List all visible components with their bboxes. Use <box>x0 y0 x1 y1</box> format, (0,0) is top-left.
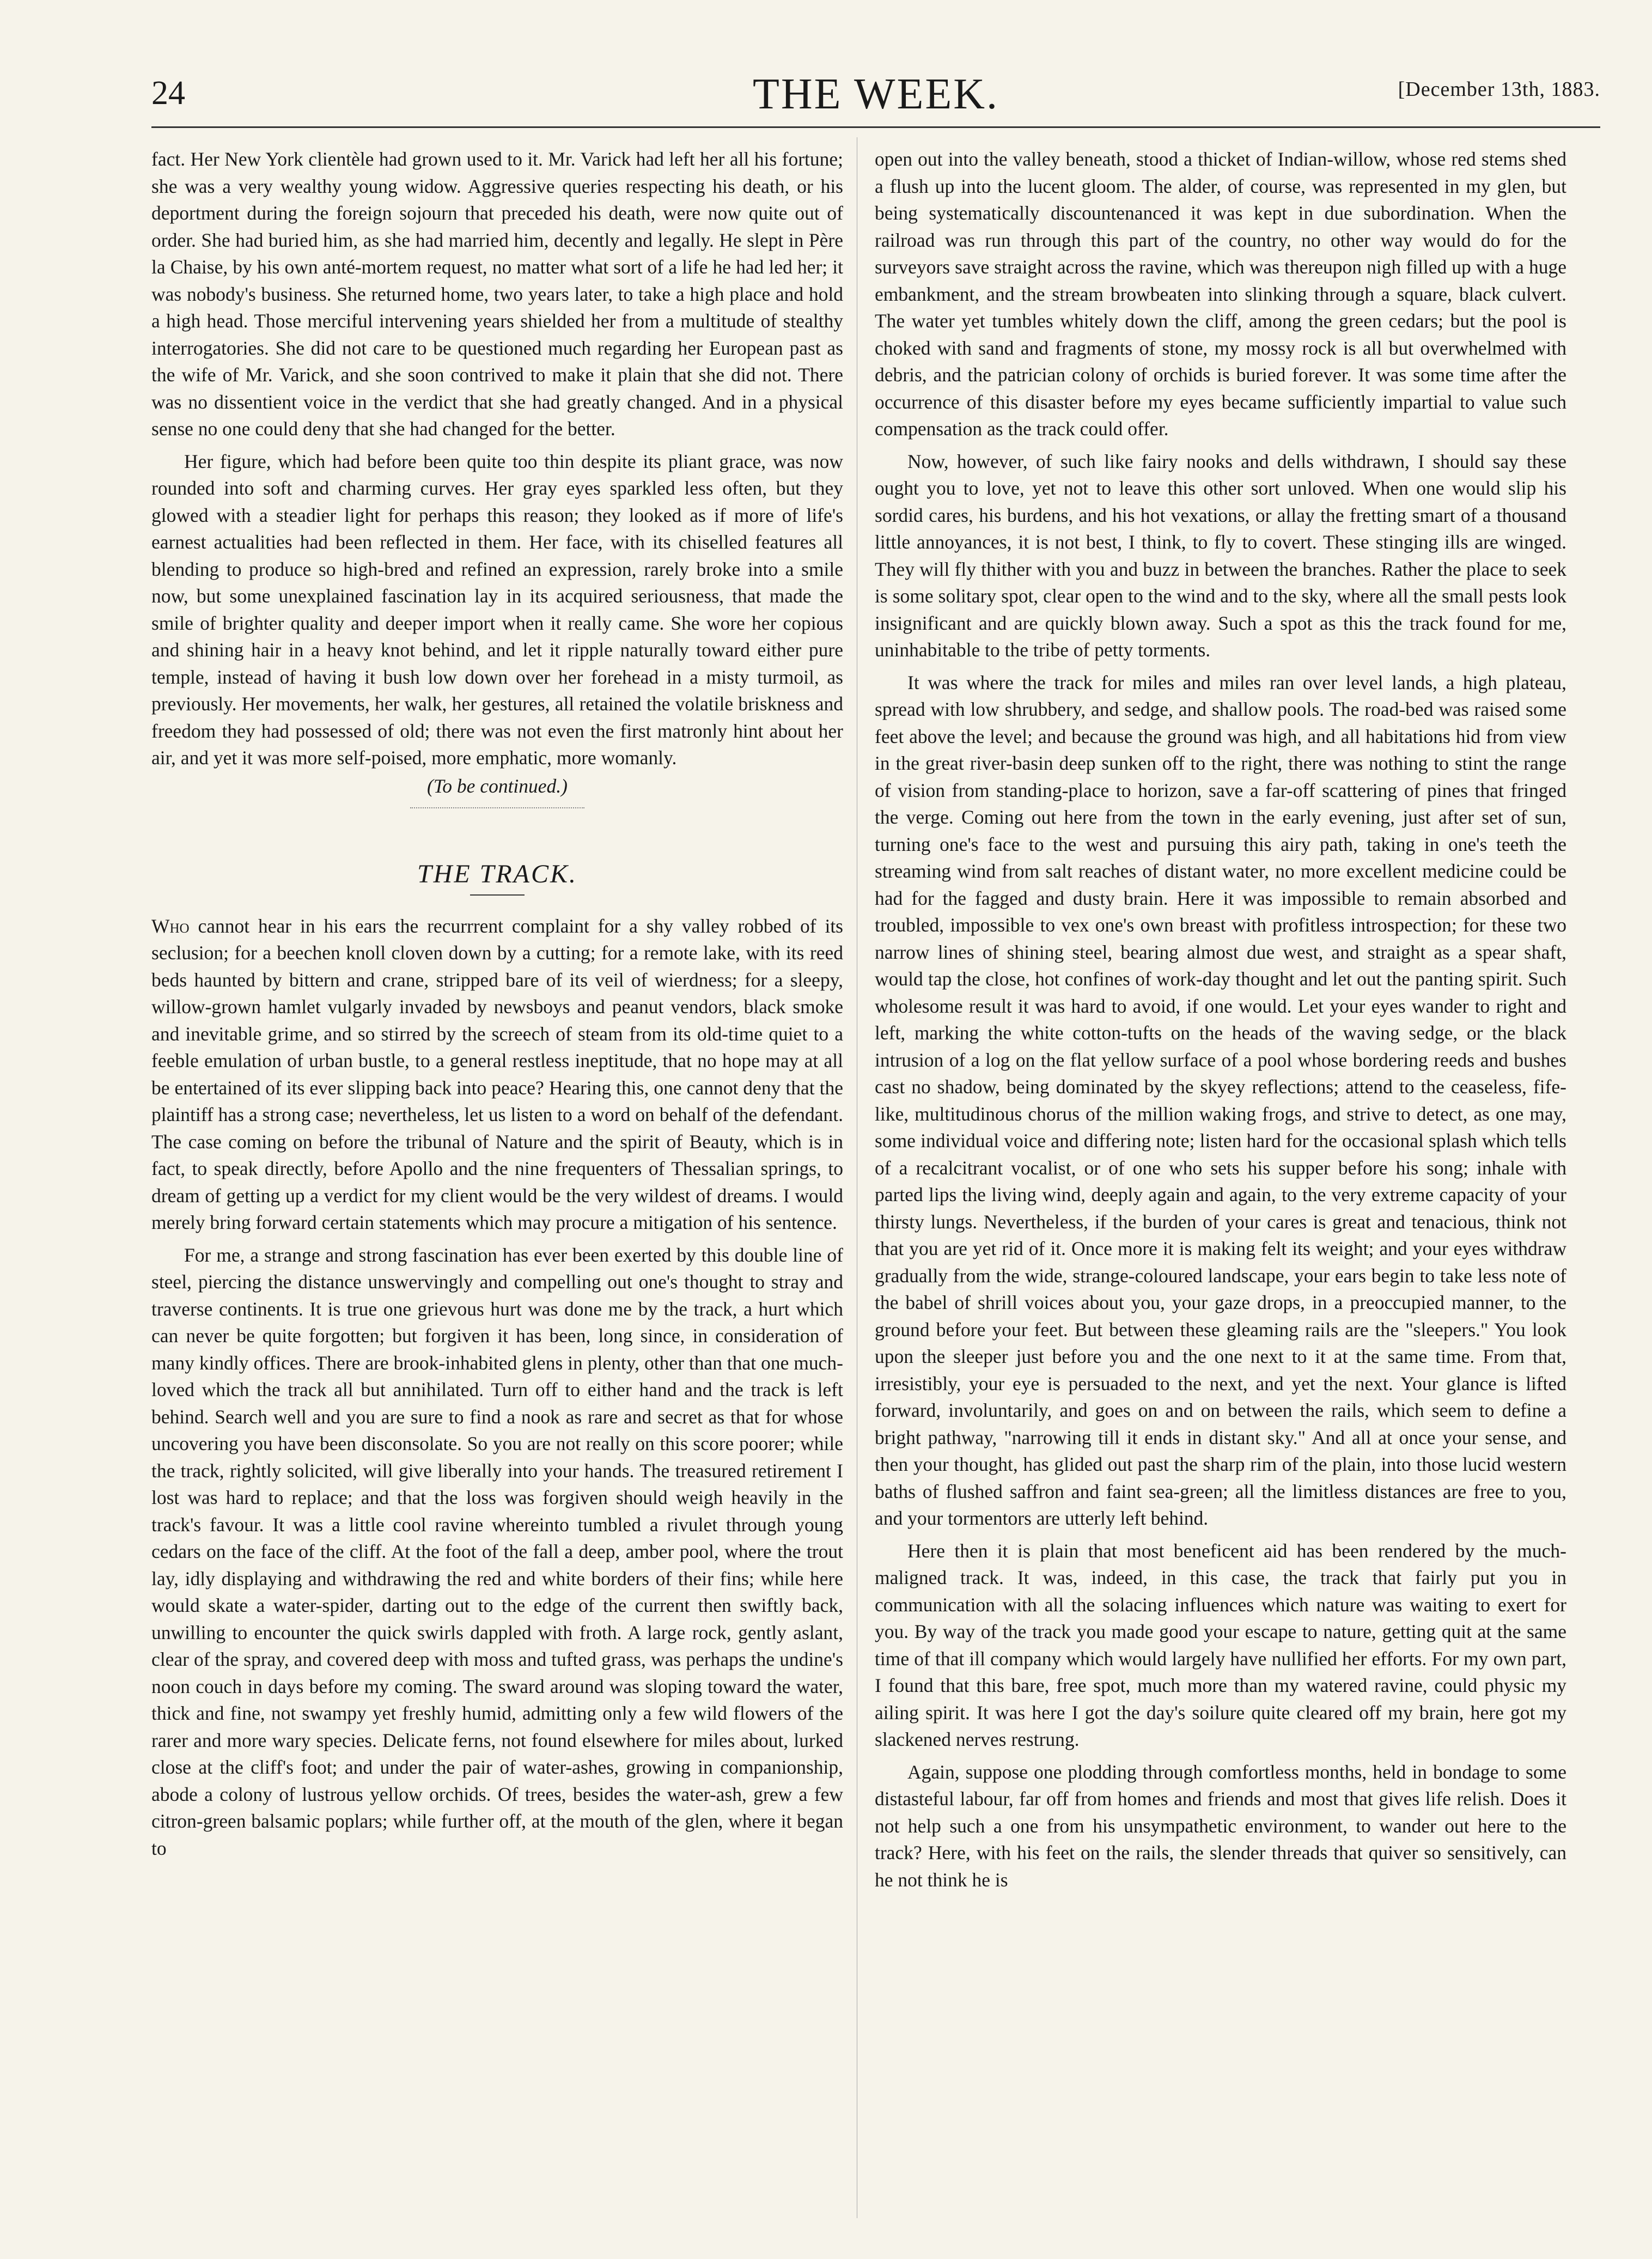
section-separator <box>410 807 584 808</box>
masthead-title: THE WEEK. <box>752 70 999 118</box>
article-paragraph: Here then it is plain that most beneficent aid has been rendered by the much-maligned track. It was, indeed, in this case, the track that fairly put you in communication with all the solacing influences which nature was waiting to exert for you. By way of the track you made good your escape to nature, getting quit at the same time of that ill company which would largely have nullified her efforts. For my own part, I found that this bare, free spot, much more than my watered ravine, could physic my ailing spirit. It was here I got the day's soilure quite cleared off my brain, here got my slackened nerves restrung. <box>875 1539 1566 1750</box>
article-paragraph <box>151 913 843 1237</box>
article-title: THE TRACK. <box>417 860 578 888</box>
article-paragraph: Now, however, of such like fairy nooks and dells withdrawn, I should say these ought you to love, yet not to leave this other sort unloved. When one would slip his sordid cares, his burdens, and his hot vexations, or allay the fretting smart of a thousand little annoyances, it is not best, I think, to fly to covert. These stinging ills are winged. They will fly thither with you and buzz in between the branches. Rather the place to seek is some solitary spot, clear open to the wind and to the sky, where all the small pests look insignificant and are quickly blown away. Such a spot as this the track found for me, uninhabitable to the tribe of petty torments. <box>875 450 1566 661</box>
page-number: 24 <box>151 75 185 112</box>
right-column <box>875 146 1566 1893</box>
article-paragraph: Again, suppose one plodding through comfortless months, held in bondage to some distasteful labour, far off from homes and friends and most that gives life relish. Does it not help such a one from his unsympathetic environment, to wander out here to the track? Here, with his feet on the rails, the slender threads that quiver so sensitively, can he not think he is <box>875 1761 1566 1891</box>
page-header <box>151 70 1600 130</box>
header-rule <box>151 126 1600 128</box>
article-paragraph: For me, a strange and strong fascination has ever been exerted by this double line of steel, piercing the distance unswervingly and compelling out one's thought to stray and traverse continents. It is true one grievous hurt was done me by the track, a hurt which can never be quite forgotten; but forgiven it has been, long since, in consideration of many kindly offices. There are brook-inhabited glens in plenty, other than that one much-loved which the track all but annihilated. Turn off to either hand and the track is left behind. Search well and you are sure to find a nook as rare and secret as that for whose uncovering you have been disconsolate. So you are not really on this score poorer; while the track, rightly solicited, will give liberally into your hands. The treasured retirement I lost was hard to replace; and that the loss was forgiven should weigh heavily in the track's favour. It was a little cool ravine whereinto tumbled a rivulet through young cedars on the face of the cliff. At the foot of the fall a deep, amber pool, where the trout lay, idly displaying and withdrawing the red and white borders of their fins; while here would skate a water-spider, darting out to the edge of the current then swiftly back, unwilling to encounter the quick swirls dappled with froth. A large rock, gently aslant, clear of the spray, and covered deep with moss and tufted grass, was perhaps the undine's noon couch in days before my coming. The sward around was sloping toward the water, thick and fine, not swampy yet freshly humid, admitting only a few wild flowers of the rarer and more wary species. Delicate ferns, not found elsewhere for miles about, lurked close at the cliff's foot; and under the pair of water-ashes, growing in companionship, abode a colony of lustrous yellow orchids. Of trees, besides the water-ash, grew a few citron-green balsamic poplars; while further off, at the mouth of the glen, where it began to <box>151 1244 843 1859</box>
serial-paragraph: fact. Her New York clientèle had grown used to it. Mr. Varick had left her all his fortune; she was a very wealthy young widow. Aggressive queries respecting his death, or his deportment during the foreign sojourn that preceded his death, were now quite out of order. She had buried him, as she had married him, decently and legally. He slept in Père la Chaise, by his own anté-mortem request, no matter what sort of a life he had led her; it was nobody's business. She returned home, two years later, to take a high place and hold a high head. Those merciful intervening years shielded her from a multitude of stealthy interrogatories. She did not care to be questioned much regarding her European past as the wife of Mr. Varick, and she soon contrived to make it plain that she did not. There was no dissentient voice in the verdict that she had greatly changed. And in a physical sense no one could deny that she had changed for the better. <box>151 148 843 440</box>
article-paragraph-text: cannot hear in his ears the recurrrent complaint for a shy valley robbed of its seclusion; for a beechen knoll cloven down by a cutting; for a remote lake, with its reed beds haunted by bittern and crane, stripped bare of its veil of wierdness; for a sleepy, willow-grown hamlet vulgarly invaded by newsboys and peanut vendors, black smoke and inevitable grime, and so stirred by the screech of steam from its old-time quiet to a feeble emulation of urban bustle, to a general restless ineptitude, that no hope may at all be entertained of its ever slipping back into peace? Hearing this, one cannot deny that the plaintiff has a strong case; nevertheless, let us listen to a word on behalf of the defendant. The case coming on before the tribunal of Nature and the spirit of Beauty, which is in fact, to speak directly, before Apollo and the nine frequenters of Thessalian springs, to dream of getting up a verdict for my client would be the very wildest of dreams. I would merely bring forward certain statements which may procure a mitigation of his sentence. <box>151 915 843 1233</box>
to-be-continued-note: (To be continued.) <box>427 775 568 797</box>
article-paragraph: It was where the track for miles and miles ran over level lands, a high plateau, spread with low shrubbery, and sedge, and shallow pools. The road-bed was raised some feet above the level; and because the ground was high, and all habitations hid from view in the great river-basin deep sunken off to the right, there was nothing to stint the range of vision from standing-place to horizon, save a far-off scattering of pines that fringed the verge. Coming out here from the town in the early evening, just after set of sun, turning one's face to the west and pursuing this airy path, taking in one's teeth the streaming wind from salt reaches of distant water, no more excellent medicine could be had for the fagged and dusty brain. Here it was impossible to remain absorbed and troubled, impossible to vex one's own breast with profitless introspection; for these two narrow lines of shining steel, bearing almost due west, and straight as a spear shaft, would tap the close, hot confines of work-day thought and let out the panting spirit. Such wholesome result it was hard to avoid, if one would. Let your eyes wander to right and left, marking the white cotton-tufts on the heads of the waving sedge, or the black intrusion of a log on the flat yellow surface of a pool whose bordering reeds and bushes cast no shadow, being dominated by the skyey reflections; attend to the ceaseless, fife-like, multitudinous chorus of the million waking frogs, and strive to detect, as one may, some individual voice and differing note; listen hard for the occasional splash which tells of a recalcitrant vocalist, or of one who sets his supper before his song; inhale with parted lips the living wind, deeply again and again, to the very extreme capacity of your thirsty lungs. Nevertheless, if the burden of your cares is great and tenacious, think not that you are yet rid of it. Once more it is making felt its weight; and your eyes withdraw gradually from the wide, strange-coloured landscape, your ears begin to take less note of the babel of shrill voices about you, your gaze drops, in a preoccupied manner, to the ground before your feet. But between these gleaming rails are the "sleepers." You look upon the sleeper just before you and the one next to it at the same time. From that, irresistibly, your eye is persuaded to the next, and yet the next. Your glance is lifted forward, involuntarily, and goes on and on between the rails, which seem to define a bright pathway, "narrowing till it ends in distant sky." And all at once your sense, and then your thought, has glided out past the sharp rim of the plain, into those lucid western baths of flushed saffron and faint sea-green; all the limitless distances are free to you, and your tormentors are utterly left behind. <box>875 671 1566 1529</box>
article-paragraph: open out into the valley beneath, stood a thicket of Indian-willow, whose red stems shed a flush up into the lucent gloom. The alder, of course, was represented in my glen, but being systematically discountenanced it was kept in due subordination. When the railroad was run through this part of the country, no other way would do for the surveyors save straight across the ravine, which was thereupon nigh filled up with a huge embankment, and the stream browbeaten into slinking through a square, black culvert. The water yet tumbles whitely down the cliff, among the green cedars; but the pool is choked with sand and fragments of stone, my mossy rock is all but overwhelmed with debris, and the patrician colony of orchids is buried forever. It was some time after the occurrence of this disaster before my eyes became sufficiently impartial to value such compensation as the track could offer. <box>875 148 1566 440</box>
serial-paragraph: Her figure, which had before been quite too thin despite its pliant grace, was now rounded into soft and charming curves. Her gray eyes sparkled less often, but they glowed with a steadier light for perhaps this reason; they looked as if more of life's earnest actualities had been reflected in them. Her face, with its chiselled features all blending to produce so high-bred and refined an expression, rarely broke into a smile now, but some unexplained fascination lay in its acquired seriousness, that made the smile of brighter quality and deeper import when it really came. She wore her copious and shining hair in a heavy knot behind, and let it ripple naturally toward either pure temple, instead of having it bush low down over her forehead in a misty turmoil, as previously. Her movements, her walk, her gestures, all retained the volatile briskness and freedom they had possessed of old; there was not even the first matronly hint about her air, and yet it was more self-poised, more emphatic, more womanly. <box>151 450 843 769</box>
drop-word: Who <box>151 915 190 937</box>
issue-date: [December 13th, 1883. <box>1398 78 1600 101</box>
left-column <box>151 146 843 1862</box>
title-rule <box>470 894 525 896</box>
